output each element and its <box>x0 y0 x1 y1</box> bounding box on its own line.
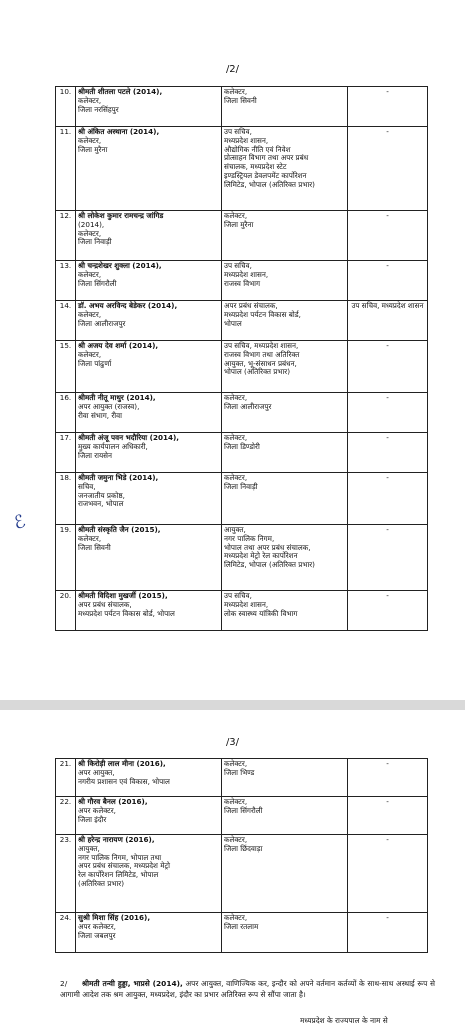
current-posting-line: रेल कार्पोरेशन लिमिटेड, भोपाल <box>78 870 159 880</box>
officer-name: श्री चन्द्रशेखर शुक्ला (2014), <box>78 261 162 270</box>
new-posting-line: उप सचिव, <box>224 591 252 600</box>
new-posting-line: संचालक, मध्यप्रदेश स्टेट <box>224 162 287 172</box>
current-posting-line: जिला आलीराजपुर <box>78 318 126 328</box>
new-posting-line: राजस्व विभाग <box>224 278 261 288</box>
new-posting-line: कलेक्टर, <box>224 797 248 806</box>
new-posting-cell <box>222 835 348 913</box>
current-posting-line: अपर कलेक्टर, <box>78 921 116 931</box>
paragraph-number: 2/ <box>60 979 68 988</box>
new-posting-line: जिला भिण्ड <box>224 767 255 777</box>
new-posting-line: लिमिटेड, भोपाल (अतिरिक्त प्रभार) <box>224 179 315 189</box>
additional-charge-cell: उप सचिव, मध्यप्रदेश शासन <box>348 301 428 341</box>
serial-number: 21. <box>56 759 76 797</box>
serial-number: 13. <box>56 261 76 301</box>
additional-charge-cell: - <box>348 759 428 797</box>
table-row <box>56 525 428 591</box>
page-number: /2/ <box>225 64 240 75</box>
new-posting-line: इण्डस्ट्रियल डेवलपमेंट कार्पोरेशन <box>224 170 307 180</box>
new-posting-line: लिमिटेड, भोपाल (अतिरिक्त प्रभार) <box>224 560 315 570</box>
new-posting-cell <box>222 591 348 631</box>
table-row <box>56 301 428 341</box>
new-posting-line: राजस्व विभाग तथा अतिरिक्त <box>224 349 300 359</box>
current-posting-line: रीवा संभाग, रीवा <box>78 410 122 420</box>
current-posting-line: जिला मुरैना <box>78 144 108 154</box>
additional-charge-cell: - <box>348 87 428 127</box>
new-posting-line: मध्यप्रदेश मेट्रो रेल कार्पोरेशन <box>224 551 298 561</box>
officer-cell <box>76 301 222 341</box>
new-posting-cell <box>222 301 348 341</box>
additional-charge-cell: - <box>348 797 428 835</box>
serial-number: 17. <box>56 433 76 473</box>
officer-cell <box>76 211 222 261</box>
table-row <box>56 87 428 127</box>
officer-name: श्रीमती शीतला पटले (2014), <box>78 87 163 96</box>
officer-cell <box>76 525 222 591</box>
officer-name: श्रीमती अंजू पवन भदौरिया (2014), <box>78 433 179 442</box>
officer-name: श्री अंकित अस्थाना (2014), <box>78 127 160 136</box>
officer-cell <box>76 433 222 473</box>
new-posting-line: औद्योगिक नीति एवं निवेश <box>224 144 291 154</box>
additional-charge-cell: - <box>348 341 428 393</box>
current-posting-line: अपर प्रबंध संचालक, मध्यप्रदेश मेट्रो <box>78 861 170 871</box>
serial-number: 10. <box>56 87 76 127</box>
current-posting-line: जनजातीय प्रकोष्ठ, <box>78 490 125 500</box>
new-posting-line: कलेक्टर, <box>224 473 248 482</box>
additional-charge-cell: - <box>348 211 428 261</box>
officer-cell <box>76 393 222 433</box>
current-posting-line: जिला जबलपुर <box>78 930 116 940</box>
table-row <box>56 835 428 913</box>
serial-number: 19. <box>56 525 76 591</box>
current-posting-line: जिला रायसेन <box>78 450 113 460</box>
officer-name: श्रीमती तन्वी हुड्डा, भाप्रसे (2014), <box>81 979 183 988</box>
paragraph-text: अपर आयुक्त, वाणिज्यिक कर, इन्दौर को अपने वर्तमान कर्तव्यों के साथ-साथ अस्थाई रूप से आगामी आदेश तक श्रम आयुक्त, मध्यप्रदेश, इंदौर का प्रभार अतिरिक्त रूप से सौंपा जाता है। <box>60 979 436 1000</box>
current-posting-line: कलेक्टर, <box>78 309 102 319</box>
serial-number: 12. <box>56 211 76 261</box>
new-posting-line: जिला रतलाम <box>224 921 259 931</box>
serial-number: 23. <box>56 835 76 913</box>
new-posting-cell <box>222 87 348 127</box>
new-posting-cell <box>222 759 348 797</box>
current-posting-line: कलेक्टर, <box>78 349 102 359</box>
page-number: /3/ <box>225 737 240 748</box>
current-posting-line: राजभवन, भोपाल <box>78 499 124 509</box>
new-posting-cell <box>222 393 348 433</box>
serial-number: 24. <box>56 913 76 953</box>
current-posting-line: कलेक्टर, <box>78 533 102 543</box>
officer-cell <box>76 913 222 953</box>
transfer-table-page-3 <box>55 758 428 953</box>
officer-cell <box>76 341 222 393</box>
new-posting-line: मध्यप्रदेश पर्यटन विकास बोर्ड, <box>224 309 301 319</box>
officer-cell <box>76 261 222 301</box>
current-posting-line: (2014), <box>78 219 105 229</box>
new-posting-line: कलेक्टर, <box>224 211 248 220</box>
new-posting-line: जिला सिंगरौली <box>224 805 263 815</box>
table-row <box>56 913 428 953</box>
new-posting-line: मध्यप्रदेश शासन, <box>224 599 269 609</box>
officer-cell <box>76 87 222 127</box>
closing-line: मध्यप्रदेश के राज्यपाल के नाम से <box>300 1016 388 1024</box>
additional-charge-cell: - <box>348 127 428 211</box>
current-posting-line: जिला इंदौर <box>78 814 107 824</box>
new-posting-cell <box>222 433 348 473</box>
new-posting-line: प्रोत्साहन विभाग तथा अपर प्रबंध <box>224 153 309 163</box>
new-posting-line: मध्यप्रदेश शासन, <box>224 269 269 279</box>
new-posting-line: मध्यप्रदेश शासन, <box>224 135 269 145</box>
current-posting-line: नगर पालिक निगम, भोपाल तथा <box>78 852 162 862</box>
table-row <box>56 127 428 211</box>
table-row <box>56 591 428 631</box>
additional-charge-cell: - <box>348 433 428 473</box>
officer-name: श्रीमती संस्कृति जैन (2015), <box>78 525 161 534</box>
officer-name: सुश्री मिशा सिंह (2016), <box>78 913 151 922</box>
officer-name: श्री किरोड़ी लाल मीना (2016), <box>78 759 166 768</box>
current-posting-line: अपर प्रबंध संचालक, <box>78 599 132 609</box>
table-row <box>56 261 428 301</box>
current-posting-line: नगरीय प्रशासन एवं विकास, भोपाल <box>78 776 170 786</box>
table-row <box>56 433 428 473</box>
serial-number: 22. <box>56 797 76 835</box>
additional-charge-cell: - <box>348 591 428 631</box>
new-posting-line: जिला डिण्डोरी <box>224 441 260 451</box>
new-posting-line: अपर प्रबंध संचालक, <box>224 301 278 310</box>
new-posting-line: उप सचिव, मध्यप्रदेश शासन, <box>224 341 299 350</box>
new-posting-line: कलेक्टर, <box>224 393 248 402</box>
new-posting-cell <box>222 473 348 525</box>
new-posting-line: नगर पालिक निगम, <box>224 533 275 543</box>
additional-charge-cell: - <box>348 261 428 301</box>
serial-number: 20. <box>56 591 76 631</box>
new-posting-line: कलेक्टर, <box>224 433 248 442</box>
new-posting-line: भोपाल तथा अपर प्रबंध संचालक, <box>224 542 311 552</box>
serial-number: 15. <box>56 341 76 393</box>
new-posting-cell <box>222 261 348 301</box>
current-posting-line: मध्यप्रदेश पर्यटन विकास बोर्ड, भोपाल <box>78 608 175 618</box>
officer-cell <box>76 759 222 797</box>
officer-name: श्री अजय देव शर्मा (2014), <box>78 341 159 350</box>
new-posting-line: आयुक्त, भू-संसाधन प्रबंधन, <box>224 358 297 368</box>
new-posting-cell <box>222 127 348 211</box>
new-posting-line: लोक स्वास्थ्य यांत्रिकी विभाग <box>224 608 298 618</box>
officer-name: श्री गौरव बैनल (2016), <box>78 797 148 806</box>
new-posting-line: उप सचिव, <box>224 261 252 270</box>
current-posting-line: कलेक्टर, <box>78 95 102 105</box>
current-posting-line: कलेक्टर, <box>78 228 102 238</box>
current-posting-line: आयुक्त, <box>78 843 100 853</box>
officer-cell <box>76 127 222 211</box>
additional-charge-cell: - <box>348 393 428 433</box>
current-posting-line: (अतिरिक्त प्रभार) <box>78 878 125 888</box>
transfer-table-page-2 <box>55 86 428 631</box>
new-posting-cell <box>222 211 348 261</box>
additional-charge-cell: - <box>348 913 428 953</box>
order-paragraph <box>60 978 435 1000</box>
current-posting-line: जिला पांढुर्णा <box>78 358 112 368</box>
new-posting-cell <box>222 913 348 953</box>
current-posting-line: कलेक्टर, <box>78 135 102 145</box>
additional-charge-cell: - <box>348 835 428 913</box>
officer-name: श्री हरेन्द्र नारायण (2016), <box>78 835 155 844</box>
new-posting-line: कलेक्टर, <box>224 835 248 844</box>
serial-number: 14. <box>56 301 76 341</box>
new-posting-cell <box>222 525 348 591</box>
new-posting-line: आयुक्त, <box>224 525 246 534</box>
current-posting-line: जिला निवाड़ी <box>78 237 112 247</box>
current-posting-line: जिला नरसिंहपुर <box>78 104 119 114</box>
current-posting-line: जिला सिंगरौली <box>78 278 117 288</box>
new-posting-line: कलेक्टर, <box>224 913 248 922</box>
document-page-3 <box>0 710 465 1024</box>
officer-name: श्रीमती विदिशा मुखर्जी (2015), <box>78 591 168 600</box>
current-posting-line: मुख्य कार्यपालन अधिकारी, <box>78 441 148 451</box>
serial-number: 11. <box>56 127 76 211</box>
serial-number: 18. <box>56 473 76 525</box>
table-row <box>56 393 428 433</box>
handwritten-initials: ℰ <box>10 510 29 535</box>
table-row <box>56 341 428 393</box>
serial-number: 16. <box>56 393 76 433</box>
new-posting-line: जिला सिवनी <box>224 95 257 105</box>
new-posting-line: उप सचिव, <box>224 127 252 136</box>
current-posting-line: कलेक्टर, <box>78 269 102 279</box>
new-posting-line: जिला छिंदवाड़ा <box>224 843 263 853</box>
table-row <box>56 211 428 261</box>
new-posting-cell <box>222 341 348 393</box>
table-row <box>56 759 428 797</box>
officer-cell <box>76 473 222 525</box>
officer-cell <box>76 797 222 835</box>
new-posting-line: कलेक्टर, <box>224 759 248 768</box>
officer-name: श्रीमती नीतू माथुर (2014), <box>78 393 156 402</box>
additional-charge-cell: - <box>348 473 428 525</box>
current-posting-line: सचिव, <box>78 481 96 491</box>
new-posting-line: जिला मुरैना <box>224 219 254 229</box>
new-posting-line: जिला निवाड़ी <box>224 481 258 491</box>
table-row <box>56 797 428 835</box>
officer-cell <box>76 835 222 913</box>
new-posting-line: जिला आलीराजपुर <box>224 401 272 411</box>
officer-cell <box>76 591 222 631</box>
table-row <box>56 473 428 525</box>
officer-name: श्री लोकेश कुमार रामचन्द्र जांगिड <box>78 211 164 220</box>
new-posting-line: कलेक्टर, <box>224 87 248 96</box>
new-posting-cell <box>222 797 348 835</box>
current-posting-line: अपर आयुक्त, <box>78 767 115 777</box>
additional-charge-cell: - <box>348 525 428 591</box>
new-posting-line: भोपाल (अतिरिक्त प्रभार) <box>224 367 291 377</box>
current-posting-line: अपर कलेक्टर, <box>78 805 116 815</box>
current-posting-line: अपर आयुक्त (राजस्व), <box>78 401 140 411</box>
current-posting-line: जिला सिवनी <box>78 542 111 552</box>
new-posting-line: भोपाल <box>224 318 242 328</box>
officer-name: डॉ. अभय अरविन्द बेडेकर (2014), <box>78 301 178 310</box>
officer-name: श्रीमती जमुना भिडे (2014), <box>78 473 159 482</box>
